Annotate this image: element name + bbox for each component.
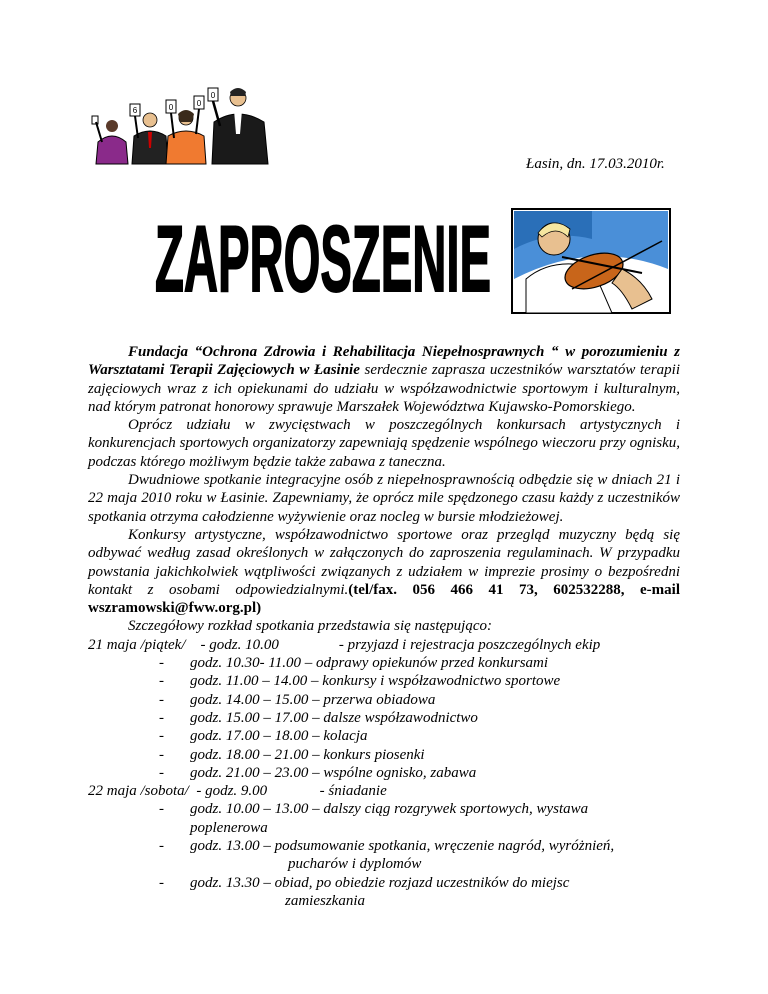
- day2-heading: 22 maja /sobota/ - godz. 9.00 - śniadanie: [88, 783, 387, 800]
- paragraph-intro: [88, 343, 680, 416]
- judges-clipart: [88, 82, 278, 164]
- svg-text:0: 0: [210, 91, 216, 100]
- schedule-item: - godz. 15.00 – 17.00 – dalsze współzawodnictwo: [159, 709, 478, 726]
- schedule-item: - godz. 10.00 – 13.00 – dalszy ciąg rozgrywek sportowych, wystawa: [159, 801, 589, 818]
- judge-figure-4: [208, 88, 268, 164]
- svg-text:0: 0: [196, 99, 202, 108]
- paragraph-evening: Oprócz udziału w zwycięstwach w poszczególnych konkursach artystycznych i konkurencjach sportowych organizatorzy zapewniają spędzenie wspólnego wieczoru przy ognisku, podczas którego możliwym będzie także zabawa z taneczna.: [88, 417, 680, 470]
- schedule-item: - godz. 10.30- 11.00 – odprawy opiekunów przed konkursami: [159, 655, 549, 672]
- schedule-item: - godz. 21.00 – 23.00 – wspólne ognisko, zabawa: [159, 764, 477, 781]
- organizer-text: Fundacja “Ochrona Zdrowia i Rehabilitacja Niepełnosprawnych “ w porozumieniu z Warsztatami Terapii Zajęciowych w Łasinie: [88, 344, 680, 379]
- intro-text: serdecznie zaprasza uczestników warsztatów terapii zajęciowych wraz z ich opiekunami do udziału w współzawodnictwie sportowym i kulturalnym, nad którym patronat honorowy sprawuje Marszałek Województwa Kujawsko-Pomorskiego.: [88, 362, 680, 415]
- svg-text:0: 0: [168, 103, 174, 112]
- title-wordart: [148, 180, 498, 311]
- schedule-item: - godz. 13.30 – obiad, po obiedzie rozjazd uczestników do miejsc: [159, 874, 570, 891]
- paragraph-rules: [88, 526, 680, 617]
- schedule-intro: Szczegółowy rozkład spotkania przedstawia się następująco:: [128, 618, 492, 635]
- paragraph-dates: Dwudniowe spotkanie integracyjne osób z niepełnosprawnością odbędzie się w dniach 21 i 22 maja 2010 roku w Łasinie. Zapewniamy, że oprócz mile spędzonego czasu każdy z uczestników spotkania otrzyma całodzienne wyżywienie oraz nocleg w bursie młodzieżowej.: [88, 472, 680, 525]
- schedule-item: - godz. 13.00 – podsumowanie spotkania, wręczenie nagród, wyróżnień,: [159, 838, 615, 855]
- title-text: ZAPROSZENIE: [155, 205, 491, 311]
- judge-figure-3: [166, 96, 206, 164]
- schedule-item-cont: zamieszkania: [285, 892, 365, 909]
- day1-heading: 21 maja /piątek/ - godz. 10.00 - przyjazd i rejestracja poszczególnych ekip: [88, 636, 601, 653]
- violinist-clipart: [512, 209, 670, 313]
- schedule-item: - godz. 11.00 – 14.00 – konkursy i współzawodnictwo sportowe: [159, 673, 561, 690]
- judge-figure-2: [130, 104, 168, 164]
- rules-text: Konkursy artystyczne, współzawodnictwo sportowe oraz przegląd muzyczny będą się odbywać według zasad określonych w załączonych do zaproszenia regulaminach. W przypadku powstania jakichkolwiek wątpliwości związanych z udziałem w imprezie prosimy o bezpośredni kontakt z osobami odpowiedzialnymi.: [88, 526, 680, 598]
- schedule-item: - godz. 14.00 – 15.00 – przerwa obiadowa: [159, 691, 436, 708]
- contact-info: (tel/fax. 056 466 41 73, 602532288, e-mail wszramowski@fww.org.pl): [88, 581, 680, 617]
- schedule-item-cont: pucharów i dyplomów: [288, 856, 422, 873]
- schedule-item-cont: poplenerowa: [190, 819, 268, 836]
- schedule-item: - godz. 17.00 – 18.00 – kolacja: [159, 728, 368, 745]
- invitation-body: [88, 343, 680, 910]
- date-line: Łasin, dn. 17.03.2010r.: [526, 156, 665, 172]
- schedule-item: - godz. 18.00 – 21.00 – konkurs piosenki: [159, 746, 425, 763]
- judge-figure-1: [92, 116, 128, 164]
- svg-text:6: 6: [132, 106, 138, 115]
